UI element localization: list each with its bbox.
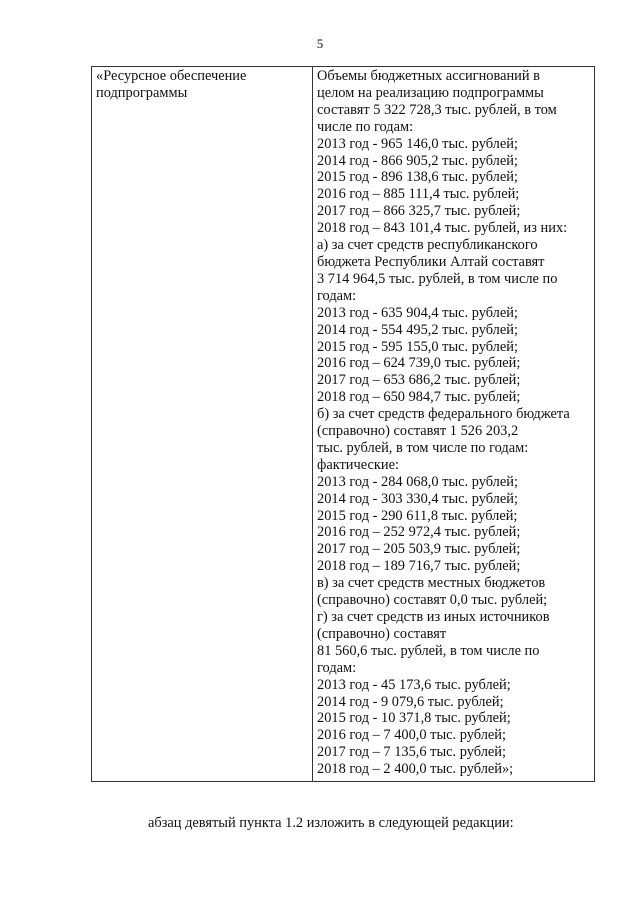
text-line: 2016 год – 7 400,0 тыс. рублей; xyxy=(317,727,506,744)
text-line: 2014 год - 303 330,4 тыс. рублей; xyxy=(317,490,518,507)
paragraph-text: абзац девятый пункта 1.2 изложить в следующей редакции: xyxy=(148,815,514,831)
text-line: 81 560,6 тыс. рублей, в том числе по xyxy=(317,642,540,659)
text-line: целом на реализацию подпрограммы xyxy=(317,84,544,101)
text-line: (справочно) составят xyxy=(317,625,447,642)
text-line: числе по годам: xyxy=(317,118,414,135)
text-line: 2016 год – 252 972,4 тыс. рублей; xyxy=(317,524,521,541)
text-line: г) за счет средств из иных источников xyxy=(317,609,550,625)
text-line: Объемы бюджетных ассигнований в xyxy=(317,68,540,84)
resource-table xyxy=(91,66,595,782)
text-line: 2013 год - 965 146,0 тыс. рублей; xyxy=(317,135,518,152)
text-line: 2013 год - 284 068,0 тыс. рублей; xyxy=(317,473,518,490)
text-line: в) за счет средств местных бюджетов xyxy=(317,575,546,592)
page-number: 5 xyxy=(316,36,324,51)
text-line: 2015 год - 595 155,0 тыс. рублей; xyxy=(317,338,518,355)
text-line: 2015 год - 290 611,8 тыс. рублей; xyxy=(317,507,518,524)
text-line: 2015 год - 896 138,6 тыс. рублей; xyxy=(317,169,518,186)
text-line: 2016 год – 885 111,4 тыс. рублей; xyxy=(317,186,520,203)
text-line: 2018 год – 189 716,7 тыс. рублей; xyxy=(317,558,521,575)
text-line: подпрограммы xyxy=(96,84,188,101)
text-line: 2014 год - 9 079,6 тыс. рублей; xyxy=(317,693,504,710)
text-line: 2014 год - 554 495,2 тыс. рублей; xyxy=(317,321,518,338)
text-line: годам: xyxy=(317,659,357,676)
text-line: 2017 год – 866 325,7 тыс. рублей; xyxy=(317,203,521,220)
text-line: тыс. рублей, в том числе по годам: xyxy=(317,439,529,456)
label-lines xyxy=(96,68,308,102)
text-line: 2016 год – 624 739,0 тыс. рублей; xyxy=(317,355,521,372)
table-cell-label xyxy=(92,67,313,782)
text-line: 2018 год – 843 101,4 тыс. рублей, из них: xyxy=(317,220,568,237)
text-line: 2013 год - 635 904,4 тыс. рублей; xyxy=(317,304,518,321)
text-line: 2018 год – 650 984,7 тыс. рублей; xyxy=(317,389,521,406)
text-line: бюджета Республики Алтай составят xyxy=(317,253,545,270)
text-line: 2013 год - 45 173,6 тыс. рублей; xyxy=(317,676,511,693)
text-line: б) за счет средств федерального бюджета xyxy=(317,406,570,423)
text-line: а) за счет средств республиканского xyxy=(317,237,538,254)
text-line: 2014 год - 866 905,2 тыс. рублей; xyxy=(317,152,518,169)
text-line: 3 714 964,5 тыс. рублей, в том числе по xyxy=(317,270,558,287)
text-line: 2017 год – 653 686,2 тыс. рублей; xyxy=(317,372,521,389)
text-line: (справочно) составят 1 526 203,2 xyxy=(317,423,519,440)
text-line: 2018 год – 2 400,0 тыс. рублей»; xyxy=(317,761,514,778)
text-line: (справочно) составят 0,0 тыс. рублей; xyxy=(317,592,548,609)
table-cell-content xyxy=(313,67,595,782)
text-line: годам: xyxy=(317,287,357,304)
text-line: «Ресурсное обеспечение xyxy=(96,68,247,84)
text-line: составят 5 322 728,3 тыс. рублей, в том xyxy=(317,101,557,118)
content-lines xyxy=(317,68,590,778)
table-row xyxy=(92,67,595,782)
text-line: 2015 год - 10 371,8 тыс. рублей; xyxy=(317,710,511,727)
text-line: 2017 год – 205 503,9 тыс. рублей; xyxy=(317,541,521,558)
text-line: 2017 год – 7 135,6 тыс. рублей; xyxy=(317,744,506,761)
text-line: фактические: xyxy=(317,456,399,473)
